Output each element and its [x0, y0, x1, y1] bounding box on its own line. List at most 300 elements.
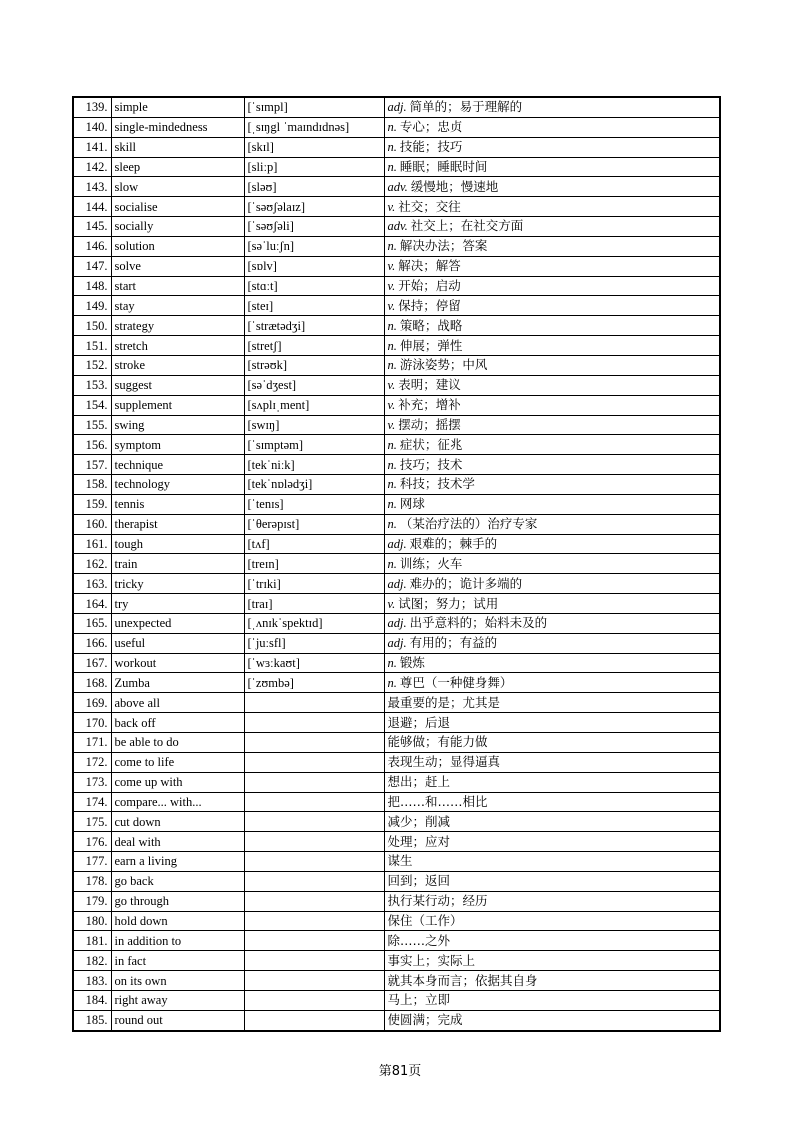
meaning-text: 使圆满；完成 [387, 1012, 463, 1028]
entry-meaning [384, 990, 720, 1010]
table-row [73, 217, 720, 237]
part-of-speech: adj. [387, 616, 407, 631]
entry-meaning [384, 296, 720, 316]
entry-phonetic: [sliːp] [244, 157, 384, 177]
entry-number: 166. [73, 633, 111, 653]
entry-phonetic [244, 871, 384, 891]
table-row [73, 594, 720, 614]
entry-number: 140. [73, 117, 111, 137]
entry-phonetic [244, 832, 384, 852]
meaning-text: 事实上；实际上 [387, 952, 476, 968]
entry-number: 153. [73, 375, 111, 395]
entry-number: 150. [73, 316, 111, 336]
table-row [73, 117, 720, 137]
entry-number: 184. [73, 990, 111, 1010]
entry-phonetic: [treɪn] [244, 554, 384, 574]
entry-meaning [384, 494, 720, 514]
table-row [73, 415, 720, 435]
entry-number: 179. [73, 891, 111, 911]
meaning-text: 摆动；摇摆 [398, 416, 461, 432]
entry-meaning [384, 594, 720, 614]
meaning-text: 保住（工作） [387, 913, 463, 929]
entry-number: 180. [73, 911, 111, 931]
part-of-speech: n. [387, 497, 397, 512]
entry-meaning [384, 733, 720, 753]
meaning-text: 解决；解答 [398, 258, 461, 274]
table-row [73, 693, 720, 713]
entry-phonetic: [stretʃ] [244, 336, 384, 356]
entry-word: try [111, 594, 244, 614]
entry-phonetic: [sɒlv] [244, 256, 384, 276]
entry-word: start [111, 276, 244, 296]
entry-word: back off [111, 713, 244, 733]
entry-number: 159. [73, 494, 111, 514]
part-of-speech: n. [387, 477, 397, 492]
entry-meaning [384, 951, 720, 971]
meaning-text: 出乎意料的；始料未及的 [409, 615, 548, 631]
entry-word: socialise [111, 197, 244, 217]
table-row [73, 177, 720, 197]
part-of-speech: n. [387, 338, 397, 353]
entry-word: on its own [111, 971, 244, 991]
entry-number: 172. [73, 752, 111, 772]
entry-phonetic: [ˈsəʊʃəlaɪz] [244, 197, 384, 217]
table-row [73, 633, 720, 653]
table-row [73, 336, 720, 356]
entry-phonetic [244, 772, 384, 792]
meaning-text: 开始；启动 [398, 278, 461, 294]
entry-phonetic: [ˈθerəpɪst] [244, 514, 384, 534]
entry-meaning [384, 713, 720, 733]
entry-meaning [384, 673, 720, 693]
entry-meaning [384, 1010, 720, 1030]
part-of-speech: v. [387, 259, 396, 274]
table-row [73, 455, 720, 475]
entry-number: 163. [73, 574, 111, 594]
entry-word: strategy [111, 316, 244, 336]
entry-word: therapist [111, 514, 244, 534]
entry-meaning [384, 931, 720, 951]
entry-word: stroke [111, 355, 244, 375]
entry-phonetic: [ˈsɪmpl] [244, 97, 384, 117]
entry-number: 144. [73, 197, 111, 217]
part-of-speech: adv. [387, 179, 408, 194]
meaning-text: 马上；立即 [387, 992, 451, 1008]
entry-number: 183. [73, 971, 111, 991]
table-row [73, 1010, 720, 1030]
part-of-speech: n. [387, 120, 397, 135]
table-row [73, 792, 720, 812]
entry-word: train [111, 554, 244, 574]
entry-number: 168. [73, 673, 111, 693]
entry-phonetic [244, 1010, 384, 1030]
part-of-speech: adj. [387, 100, 407, 115]
meaning-text: 退避；后退 [387, 714, 451, 730]
entry-word: compare... with... [111, 792, 244, 812]
table-row [73, 752, 720, 772]
meaning-text: 技能；技巧 [399, 139, 463, 155]
entry-number: 149. [73, 296, 111, 316]
meaning-text: 游泳姿势；中风 [399, 357, 488, 373]
entry-phonetic [244, 990, 384, 1010]
entry-word: right away [111, 990, 244, 1010]
entry-meaning [384, 792, 720, 812]
meaning-text: 症状；征兆 [399, 436, 463, 452]
entry-word: solve [111, 256, 244, 276]
entry-phonetic: [ˈstrætədʒi] [244, 316, 384, 336]
table-row [73, 395, 720, 415]
entry-meaning [384, 355, 720, 375]
entry-phonetic: [ˈtenɪs] [244, 494, 384, 514]
entry-meaning [384, 455, 720, 475]
entry-number: 175. [73, 812, 111, 832]
table-row [73, 871, 720, 891]
entry-phonetic [244, 752, 384, 772]
entry-word: be able to do [111, 733, 244, 753]
table-row [73, 733, 720, 753]
meaning-text: 社交；交往 [398, 198, 461, 214]
table-row [73, 137, 720, 157]
table-row [73, 911, 720, 931]
meaning-text: 科技；技术学 [399, 476, 475, 492]
table-row [73, 256, 720, 276]
entry-phonetic: [ˈjuːsfl] [244, 633, 384, 653]
page-number: 第81页 [378, 1064, 422, 1079]
entry-phonetic: [səˈdʒest] [244, 375, 384, 395]
meaning-text: 最重要的是；尤其是 [387, 694, 501, 710]
entry-number: 156. [73, 435, 111, 455]
entry-meaning [384, 613, 720, 633]
entry-number: 165. [73, 613, 111, 633]
entry-meaning [384, 514, 720, 534]
entry-meaning [384, 276, 720, 296]
table-row [73, 316, 720, 336]
entry-meaning [384, 395, 720, 415]
entry-phonetic [244, 733, 384, 753]
entry-phonetic [244, 891, 384, 911]
entry-phonetic: [ˈzʊmbə] [244, 673, 384, 693]
entry-phonetic: [tʌf] [244, 534, 384, 554]
entry-meaning [384, 217, 720, 237]
entry-meaning [384, 693, 720, 713]
part-of-speech: v. [387, 298, 396, 313]
meaning-text: 训练；火车 [399, 555, 463, 571]
entry-meaning [384, 554, 720, 574]
meaning-text: 技巧；技术 [399, 456, 463, 472]
entry-number: 171. [73, 733, 111, 753]
part-of-speech: n. [387, 556, 397, 571]
entry-phonetic: [strəʊk] [244, 355, 384, 375]
table-row [73, 772, 720, 792]
entry-number: 147. [73, 256, 111, 276]
entry-word: in fact [111, 951, 244, 971]
meaning-text: 表现生动；显得逼真 [387, 754, 501, 770]
entry-word: swing [111, 415, 244, 435]
entry-number: 154. [73, 395, 111, 415]
entry-phonetic [244, 693, 384, 713]
part-of-speech: v. [387, 398, 396, 413]
entry-phonetic: [sləʊ] [244, 177, 384, 197]
entry-number: 145. [73, 217, 111, 237]
entry-phonetic: [stɑːt] [244, 276, 384, 296]
table-row [73, 713, 720, 733]
part-of-speech: adj. [387, 536, 407, 551]
part-of-speech: n. [387, 358, 397, 373]
meaning-text: （某治疗法的）治疗专家 [399, 516, 538, 532]
entry-meaning [384, 832, 720, 852]
entry-number: 151. [73, 336, 111, 356]
entry-word: deal with [111, 832, 244, 852]
entry-word: technique [111, 455, 244, 475]
part-of-speech: v. [387, 596, 396, 611]
entry-word: simple [111, 97, 244, 117]
entry-word: tennis [111, 494, 244, 514]
entry-word: stretch [111, 336, 244, 356]
entry-meaning [384, 415, 720, 435]
entry-number: 152. [73, 355, 111, 375]
table-row [73, 832, 720, 852]
meaning-text: 表明；建议 [398, 377, 461, 393]
entry-meaning [384, 534, 720, 554]
entry-word: round out [111, 1010, 244, 1030]
vocabulary-table-body [73, 97, 720, 1031]
entry-word: single-mindedness [111, 117, 244, 137]
entry-meaning [384, 574, 720, 594]
entry-number: 162. [73, 554, 111, 574]
entry-word: come up with [111, 772, 244, 792]
vocabulary-table [72, 96, 721, 1032]
entry-phonetic: [ˌʌnɪkˈspektɪd] [244, 613, 384, 633]
entry-number: 142. [73, 157, 111, 177]
table-row [73, 613, 720, 633]
entry-number: 178. [73, 871, 111, 891]
meaning-text: 处理；应对 [387, 833, 451, 849]
entry-number: 185. [73, 1010, 111, 1030]
entry-meaning [384, 336, 720, 356]
entry-word: come to life [111, 752, 244, 772]
meaning-text: 执行某行动；经历 [387, 893, 488, 909]
entry-number: 177. [73, 852, 111, 872]
meaning-text: 社交上；在社交方面 [410, 218, 524, 234]
entry-number: 158. [73, 475, 111, 495]
entry-number: 182. [73, 951, 111, 971]
part-of-speech: n. [387, 140, 397, 155]
entry-meaning [384, 812, 720, 832]
entry-meaning [384, 177, 720, 197]
entry-word: tricky [111, 574, 244, 594]
part-of-speech: adv. [387, 219, 408, 234]
entry-number: 148. [73, 276, 111, 296]
table-row [73, 514, 720, 534]
entry-number: 167. [73, 653, 111, 673]
entry-meaning [384, 852, 720, 872]
entry-word: skill [111, 137, 244, 157]
meaning-text: 尊巴（一种健身舞） [399, 674, 513, 690]
entry-phonetic: [steɪ] [244, 296, 384, 316]
table-row [73, 375, 720, 395]
entry-number: 164. [73, 594, 111, 614]
table-row [73, 494, 720, 514]
entry-number: 160. [73, 514, 111, 534]
table-row [73, 673, 720, 693]
part-of-speech: n. [387, 318, 397, 333]
entry-meaning [384, 256, 720, 276]
meaning-text: 保持；停留 [398, 297, 461, 313]
entry-word: hold down [111, 911, 244, 931]
part-of-speech: n. [387, 457, 397, 472]
entry-word: technology [111, 475, 244, 495]
table-row [73, 97, 720, 117]
entry-phonetic [244, 911, 384, 931]
entry-phonetic [244, 931, 384, 951]
meaning-text: 试图；努力；试用 [398, 595, 499, 611]
entry-word: workout [111, 653, 244, 673]
entry-word: earn a living [111, 852, 244, 872]
meaning-text: 把……和……相比 [387, 793, 488, 809]
entry-meaning [384, 157, 720, 177]
table-row [73, 574, 720, 594]
meaning-text: 回到；返回 [387, 873, 451, 889]
entry-meaning [384, 971, 720, 991]
entry-phonetic: [tekˈniːk] [244, 455, 384, 475]
entry-meaning [384, 752, 720, 772]
entry-meaning [384, 375, 720, 395]
entry-word: cut down [111, 812, 244, 832]
entry-meaning [384, 891, 720, 911]
entry-number: 170. [73, 713, 111, 733]
entry-word: symptom [111, 435, 244, 455]
table-row [73, 534, 720, 554]
entry-meaning [384, 653, 720, 673]
meaning-text: 伸展；弹性 [399, 337, 463, 353]
part-of-speech: v. [387, 199, 396, 214]
entry-word: supplement [111, 395, 244, 415]
entry-phonetic: [skɪl] [244, 137, 384, 157]
entry-number: 169. [73, 693, 111, 713]
entry-phonetic [244, 971, 384, 991]
entry-number: 176. [73, 832, 111, 852]
part-of-speech: n. [387, 517, 397, 532]
table-row [73, 296, 720, 316]
meaning-text: 锻炼 [399, 655, 425, 671]
entry-word: suggest [111, 375, 244, 395]
part-of-speech: n. [387, 437, 397, 452]
meaning-text: 能够做；有能力做 [387, 734, 488, 750]
meaning-text: 简单的；易于理解的 [409, 99, 523, 115]
meaning-text: 减少；削减 [387, 813, 451, 829]
meaning-text: 除……之外 [387, 932, 451, 948]
entry-meaning [384, 871, 720, 891]
meaning-text: 就其本身而言；依据其自身 [387, 972, 538, 988]
part-of-speech: v. [387, 378, 396, 393]
entry-word: stay [111, 296, 244, 316]
table-row [73, 157, 720, 177]
entry-word: above all [111, 693, 244, 713]
table-row [73, 931, 720, 951]
entry-phonetic: [ˈwɜːkaʊt] [244, 653, 384, 673]
entry-phonetic: [traɪ] [244, 594, 384, 614]
entry-phonetic: [ˈsəʊʃəli] [244, 217, 384, 237]
table-row [73, 951, 720, 971]
part-of-speech: n. [387, 675, 397, 690]
entry-word: solution [111, 236, 244, 256]
entry-word: unexpected [111, 613, 244, 633]
table-row [73, 475, 720, 495]
entry-phonetic: [ˌsɪŋgl ˈmaɪndɪdnəs] [244, 117, 384, 137]
entry-word: sleep [111, 157, 244, 177]
table-row [73, 236, 720, 256]
entry-number: 143. [73, 177, 111, 197]
entry-number: 139. [73, 97, 111, 117]
entry-word: in addition to [111, 931, 244, 951]
part-of-speech: v. [387, 279, 396, 294]
table-row [73, 197, 720, 217]
meaning-text: 解决办法；答案 [399, 238, 488, 254]
meaning-text: 有用的；有益的 [409, 635, 498, 651]
entry-number: 157. [73, 455, 111, 475]
meaning-text: 补充；增补 [398, 397, 461, 413]
entry-word: useful [111, 633, 244, 653]
entry-meaning [384, 197, 720, 217]
entry-meaning [384, 633, 720, 653]
table-row [73, 355, 720, 375]
entry-meaning [384, 475, 720, 495]
entry-phonetic [244, 713, 384, 733]
meaning-text: 缓慢地；慢速地 [410, 178, 499, 194]
meaning-text: 专心；忠贞 [399, 119, 463, 135]
part-of-speech: adj. [387, 636, 407, 651]
entry-phonetic [244, 812, 384, 832]
entry-meaning [384, 137, 720, 157]
meaning-text: 睡眠；睡眠时间 [399, 158, 488, 174]
entry-meaning [384, 772, 720, 792]
meaning-text: 艰难的；棘手的 [409, 535, 498, 551]
entry-word: socially [111, 217, 244, 237]
entry-meaning [384, 236, 720, 256]
meaning-text: 谋生 [387, 853, 413, 869]
entry-phonetic: [sʌplɪˌment] [244, 395, 384, 415]
part-of-speech: n. [387, 656, 397, 671]
entry-phonetic: [ˈsɪmptəm] [244, 435, 384, 455]
table-row [73, 812, 720, 832]
entry-word: tough [111, 534, 244, 554]
part-of-speech: n. [387, 159, 397, 174]
table-row [73, 852, 720, 872]
table-row [73, 554, 720, 574]
entry-number: 161. [73, 534, 111, 554]
entry-phonetic: [səˈluːʃn] [244, 236, 384, 256]
entry-meaning [384, 911, 720, 931]
entry-meaning [384, 97, 720, 117]
table-row [73, 653, 720, 673]
table-row [73, 435, 720, 455]
entry-word: slow [111, 177, 244, 197]
entry-word: Zumba [111, 673, 244, 693]
entry-number: 173. [73, 772, 111, 792]
entry-phonetic [244, 951, 384, 971]
entry-word: go back [111, 871, 244, 891]
entry-word: go through [111, 891, 244, 911]
meaning-text: 策略；战略 [399, 317, 463, 333]
part-of-speech: v. [387, 417, 396, 432]
entry-number: 181. [73, 931, 111, 951]
entry-meaning [384, 316, 720, 336]
meaning-text: 网球 [399, 496, 425, 512]
meaning-text: 想出；赶上 [387, 774, 451, 790]
part-of-speech: n. [387, 239, 397, 254]
table-row [73, 891, 720, 911]
entry-phonetic [244, 852, 384, 872]
